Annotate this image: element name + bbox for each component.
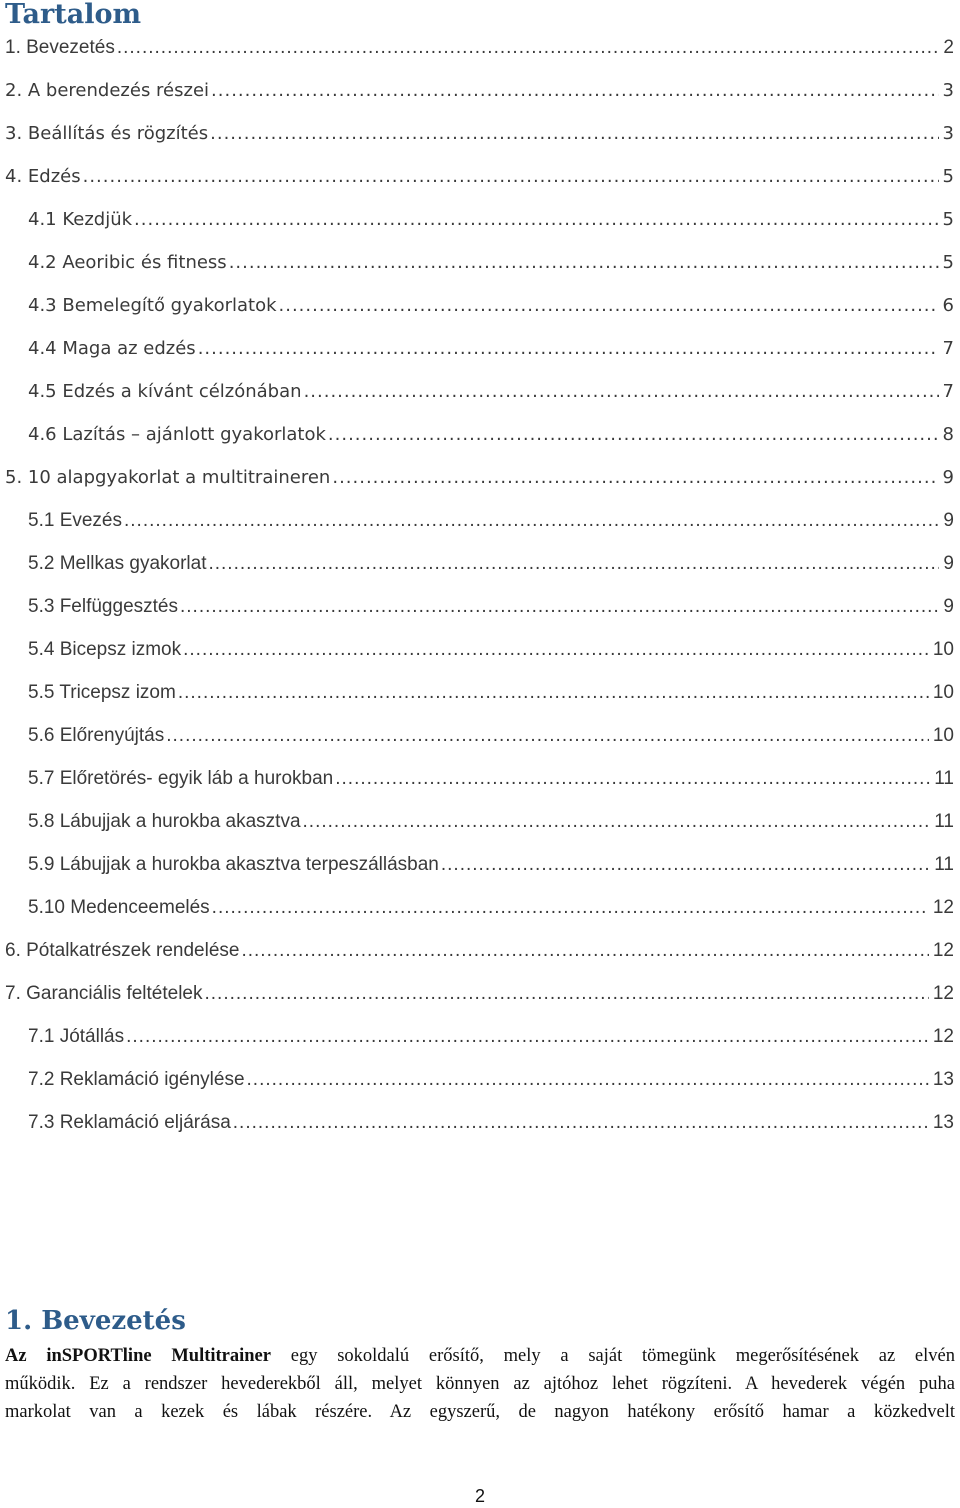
toc-entry-title: 5.4 Bicepsz izmok <box>28 639 182 660</box>
toc-entry-page-number: 13 <box>932 1069 954 1090</box>
product-name: inSPORTline Multitrainer <box>46 1346 271 1366</box>
toc-entry[interactable] <box>5 980 954 1008</box>
toc-entry-page-number: 12 <box>932 983 954 1004</box>
toc-entry-title: 2. A berendezés részei <box>5 80 210 101</box>
paragraph-line-1 <box>5 1342 955 1370</box>
toc-dot-leader <box>183 636 929 664</box>
toc-entry-title: 5.9 Lábujjak a hurokba akasztva terpeszállásban <box>28 854 439 875</box>
toc-entry-title: 3. Beállítás és rögzítés <box>5 123 209 144</box>
toc-dot-leader <box>117 34 940 62</box>
toc-entry[interactable] <box>28 249 954 277</box>
toc-entry[interactable] <box>28 421 954 449</box>
paragraph-line-3: markolat van a kezek és lábak részére. Az egyszerű, de nagyon hatékony erősítő hamar a közkedvelt <box>5 1402 955 1422</box>
toc-entry-title: 1. Bevezetés <box>5 37 115 58</box>
toc-entry-page-number: 7 <box>942 381 954 402</box>
toc-entry[interactable] <box>28 1066 954 1094</box>
toc-entry[interactable] <box>5 464 954 492</box>
toc-dot-leader <box>198 335 939 363</box>
paragraph-prefix: Az <box>5 1346 47 1366</box>
toc-entry-page-number: 3 <box>942 123 954 144</box>
toc-entry-page-number: 8 <box>942 424 954 445</box>
toc-entry-title: 5.6 Előrenyújtás <box>28 725 165 746</box>
toc-entry-title: 5.1 Evezés <box>28 510 122 531</box>
toc-entry-page-number: 10 <box>932 639 954 660</box>
toc-entry[interactable] <box>28 894 954 922</box>
toc-entry-page-number: 3 <box>942 80 954 101</box>
toc-entry[interactable] <box>28 722 954 750</box>
toc-entry[interactable] <box>5 163 954 191</box>
toc-entry[interactable] <box>28 1109 954 1137</box>
toc-entry[interactable] <box>28 808 954 836</box>
toc-dot-leader <box>205 980 929 1008</box>
toc-entry-page-number: 2 <box>943 37 954 58</box>
toc-dot-leader <box>210 120 938 148</box>
toc-entry-page-number: 6 <box>942 295 954 316</box>
toc-dot-leader <box>328 421 939 449</box>
toc-entry-page-number: 10 <box>932 682 954 703</box>
toc-dot-leader <box>233 1109 929 1137</box>
toc-entry-page-number: 11 <box>934 811 954 832</box>
toc-entry[interactable] <box>5 937 954 965</box>
toc-dot-leader <box>126 1023 929 1051</box>
toc-dot-leader <box>441 851 930 879</box>
toc-dot-leader <box>335 765 930 793</box>
toc-entry-title: 6. Pótalkatrészek rendelése <box>5 940 240 961</box>
toc-dot-leader <box>211 77 939 105</box>
toc-entry[interactable] <box>28 507 954 535</box>
toc-dot-leader <box>332 464 938 492</box>
toc-dot-leader <box>229 249 939 277</box>
toc-entry-title: 4. Edzés <box>5 166 81 187</box>
toc-dot-leader <box>304 378 939 406</box>
toc-entry-title: 7.3 Reklamáció eljárása <box>28 1112 231 1133</box>
toc-entry[interactable] <box>28 292 954 320</box>
toc-dot-leader <box>241 937 928 965</box>
toc-entry-title: 5.7 Előretörés- egyik láb a hurokban <box>28 768 334 789</box>
toc-dot-leader <box>83 163 939 191</box>
toc-entry-title: 4.1 Kezdjük <box>28 209 133 230</box>
toc-dot-leader <box>166 722 929 750</box>
toc-entry-title: 4.2 Aeoribic és fitness <box>28 252 227 273</box>
toc-entry-page-number: 12 <box>932 897 954 918</box>
toc-entry-page-number: 11 <box>934 768 954 789</box>
toc-entry-title: 7. Garanciális feltételek <box>5 983 203 1004</box>
toc-entry-page-number: 9 <box>943 553 954 574</box>
toc-entry-page-number: 11 <box>934 854 954 875</box>
toc-entry[interactable] <box>28 636 954 664</box>
toc-entry-title: 4.6 Lazítás – ajánlott gyakorlatok <box>28 424 326 445</box>
toc-entry[interactable] <box>28 206 954 234</box>
toc-dot-leader <box>208 550 939 578</box>
toc-entry-page-number: 10 <box>932 725 954 746</box>
toc-entry[interactable] <box>28 679 954 707</box>
toc-entry[interactable] <box>28 851 954 879</box>
toc-entry[interactable] <box>5 77 954 105</box>
toc-entry-title: 4.5 Edzés a kívánt célzónában <box>28 381 302 402</box>
toc-entry-title: 5.8 Lábujjak a hurokba akasztva <box>28 811 301 832</box>
toc-dot-leader <box>178 679 929 707</box>
toc-entry-title: 5. 10 alapgyakorlat a multitraineren <box>5 467 331 488</box>
toc-entry[interactable] <box>28 550 954 578</box>
toc-entry-page-number: 13 <box>932 1112 954 1133</box>
section-heading: 1. Bevezetés <box>5 1306 186 1336</box>
toc-dot-leader <box>303 808 931 836</box>
paragraph-line-1-rest: egy sokoldalú erősítő, mely a saját tömegünk megerősítésének az elvén <box>270 1346 955 1366</box>
toc-entry[interactable] <box>28 1023 954 1051</box>
toc-entry[interactable] <box>28 765 954 793</box>
toc-entry-page-number: 7 <box>942 338 954 359</box>
toc-entry[interactable] <box>28 378 954 406</box>
toc-entry-title: 5.2 Mellkas gyakorlat <box>28 553 207 574</box>
toc-entry-page-number: 5 <box>942 252 954 273</box>
toc-entry-page-number: 9 <box>942 467 954 488</box>
toc-entry-page-number: 12 <box>932 940 954 961</box>
toc-entry[interactable] <box>28 593 954 621</box>
toc-entry-page-number: 9 <box>943 596 954 617</box>
toc-entry-title: 7.2 Reklamáció igénylése <box>28 1069 245 1090</box>
toc-entry[interactable] <box>5 120 954 148</box>
toc-dot-leader <box>124 507 939 535</box>
toc-entry-page-number: 5 <box>942 209 954 230</box>
toc-entry[interactable] <box>28 335 954 363</box>
toc-entry-title: 5.10 Medenceemelés <box>28 897 210 918</box>
toc-heading: Tartalom <box>5 0 142 30</box>
toc-entry-page-number: 12 <box>932 1026 954 1047</box>
paragraph-line-2: működik. Ez a rendszer hevederekből áll, melyet könnyen az ajtóhoz lehet rögzíteni. A hevederek végén puha <box>5 1374 955 1394</box>
toc-dot-leader <box>247 1066 929 1094</box>
toc-dot-leader <box>134 206 939 234</box>
toc-entry-title: 5.5 Tricepsz izom <box>28 682 176 703</box>
toc-entry-page-number: 9 <box>943 510 954 531</box>
page-number: 2 <box>474 1486 485 1506</box>
toc-entry-title: 4.3 Bemelegítő gyakorlatok <box>28 295 277 316</box>
toc-entry-title: 5.3 Felfüggesztés <box>28 596 178 617</box>
toc-dot-leader <box>180 593 939 621</box>
toc-entry-page-number: 5 <box>942 166 954 187</box>
toc-dot-leader <box>279 292 939 320</box>
intro-paragraph <box>5 1342 955 1426</box>
toc-entry-title: 7.1 Jótállás <box>28 1026 125 1047</box>
toc-dot-leader <box>212 894 929 922</box>
toc-entry[interactable] <box>5 34 954 62</box>
toc-entry-title: 4.4 Maga az edzés <box>28 338 196 359</box>
